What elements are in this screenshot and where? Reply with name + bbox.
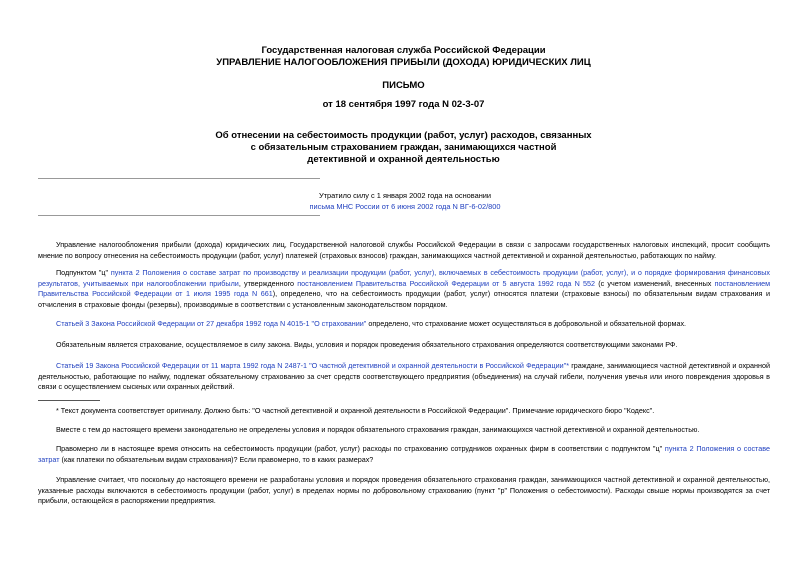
paragraph-2-text-a: Подпунктом "ц" [56, 268, 109, 277]
paragraph-2-text-d: ), определено, что на себестоимость продукции (работ, услуг) относятся платежи (страховые взносы) по обязательным видам страхования и отчисления в страховые фонды (резервы), производимые в соответствии с установленным законодательством порядком. [38, 289, 770, 309]
detective-law-link[interactable]: Статьей 19 Закона Российской Федерации от 11 марта 1992 года N 2487-1 "О частной детективной и охранной деятельности в Российской Федерации"* [56, 361, 570, 370]
paragraph-6: Вместе с тем до настоящего времени законодательно не определены условия и порядок обязательного страхования граждан, занимающихся частной детективной и охранной деятельностью. [56, 425, 700, 434]
paragraph-4: Обязательным является страхование, осуществляемое в силу закона. Виды, условия и порядок проведения обязательного страхования определяются соответствующими законами РФ. [56, 340, 678, 349]
agency-name: Государственная налоговая служба Российской Федерации [261, 45, 546, 56]
department-name: УПРАВЛЕНИЕ НАЛОГООБЛОЖЕНИЯ ПРИБЫЛИ (ДОХОДА) ЮРИДИЧЕСКИХ ЛИЦ [216, 57, 591, 68]
title-line-1: Об отнесении на себестоимость продукции (работ, услуг) расходов, связанных [215, 130, 592, 141]
paragraph-8: Управление считает, что поскольку до настоящего времени не разработаны условия и порядок проведения обязательного страхования граждан, занимающихся частной детективной и охранной деятельностью, указанные расходы включаются в себестоимость продукции (работ, услуг) в пределах нормы по добровольному страхованию (пункт "р" Положения о себестоимости). Расходы свыше нормы производятся за счет прибыли, остающейся в распоряжении предприятия. [38, 475, 770, 506]
paragraph-2 [38, 268, 770, 310]
title-line-2: с обязательным страхованием граждан, занимающихся частной [250, 142, 557, 153]
paragraph-7 [38, 444, 770, 465]
divider-bottom [38, 215, 320, 216]
decree-552-link[interactable]: постановлением Правительства Российской Федерации от 5 августа 1992 года N 552 [297, 278, 596, 288]
divider-top [38, 178, 320, 179]
footnote-divider [38, 400, 100, 401]
title-line-3: детективной и охранной деятельностью [307, 154, 500, 165]
paragraph-5-text: граждане, занимающиеся частной детективной и охранной деятельностью, работающие по найму, подлежат обязательному страхованию за счет средств соответствующего предприятия (объединения) на случай гибели, получения увечья или иного повреждения здоровья в связи с осуществлением сыскных или охранных действий. [38, 361, 770, 392]
paragraph-2-text-b: , утвержденного [238, 278, 295, 288]
paragraph-3 [38, 319, 770, 330]
document-date: от 18 сентября 1997 года N 02-3-07 [322, 99, 485, 110]
repeal-letter-link[interactable]: письма МНС России от 6 июня 2002 года N ВГ-6-02/800 [309, 202, 501, 211]
paragraph-5 [38, 361, 770, 393]
paragraph-3-text: определено, что страхование может осуществляться в добровольной и обязательной формах. [366, 319, 687, 328]
paragraph-7-text-b: (как платежи по обязательным видам страхования)? Если правомерно, то в каких размерах? [59, 454, 374, 464]
insurance-law-link[interactable]: Статьей 3 Закона Российской Федерации от 27 декабря 1992 года N 4015-1 "О страховании" [56, 319, 367, 328]
regulation-link[interactable]: пункта 2 Положения о составе затрат по производству и реализации продукции (работ, услуг), включаемых в себестоимость продукции (работ, услуг), и о порядке формирования финансовых результатов, учитываемых при налогообложении прибыли [38, 268, 771, 288]
footnote: * Текст документа соответствует оригиналу. Должно быть: "О частной детективной и охранной деятельности в Российской Федерации". Примечание юридического бюро "Кодекс". [56, 406, 655, 415]
document-type: ПИСЬМО [382, 80, 425, 91]
paragraph-1: Управление налогообложения прибыли (дохода) юридических лиц, Государственной налоговой службы Российской Федерации в связи с запросами государственных налоговых инспекций, просит сообщить мнение по вопросу отнесения на себестоимость продукции (работ, услуг) платежей (страховых взносов) граждан, занимающихся частной детективной и охранной деятельностью, работающих по найму. [38, 240, 770, 260]
paragraph-2-text-c: (с учетом изменений, внесенных [595, 278, 712, 288]
decree-661-link[interactable]: постановлением Правительства Российской Федерации от 1 июля 1995 года N 661 [38, 278, 771, 299]
paragraph-7-text-a: Правомерно ли в настоящее время относить на себестоимость продукции (работ, услуг) расходы по страхованию сотрудников охранных фирм в соответствии с подпунктом "ц" [56, 444, 663, 453]
cost-regulation-link[interactable]: пункта 2 Положения о составе затрат [38, 444, 770, 464]
status-note-line-2 [220, 201, 590, 213]
status-note: Утратило силу с 1 января 2002 года на основании [318, 191, 492, 200]
